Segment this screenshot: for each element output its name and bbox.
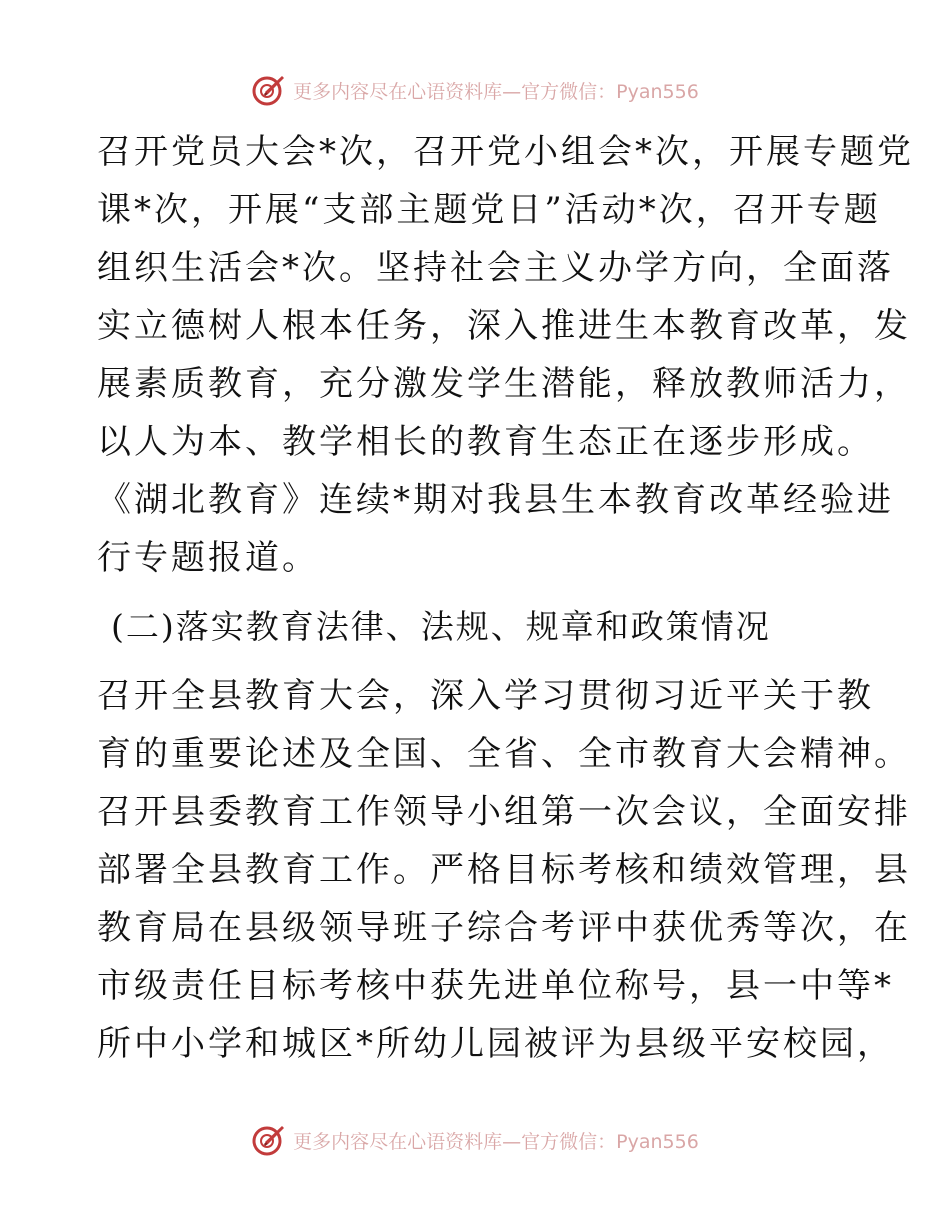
text-line: 《湖北教育》连续*期对我县生本教育改革经验进 bbox=[97, 480, 894, 520]
watermark-text: 更多内容尽在心语资料库—官方微信：Pyan556 bbox=[293, 1130, 699, 1153]
text-line: 育的重要论述及全国、全省、全市教育大会精神。 bbox=[97, 734, 911, 774]
logo-icon bbox=[251, 1122, 287, 1158]
text-line: 召开全县教育大会，深入学习贯彻习近平关于教 bbox=[97, 676, 874, 716]
paragraph-1 bbox=[97, 123, 914, 587]
text-line: 召开县委教育工作领导小组第一次会议，全面安排 bbox=[97, 792, 911, 832]
text-line: 课*次，开展“支部主题党日”活动*次，召开专题 bbox=[97, 190, 881, 230]
document-body bbox=[97, 123, 914, 1073]
text-line: 市级责任目标考核中获先进单位称号，县一中等* bbox=[97, 966, 894, 1006]
watermark-banner-bottom bbox=[0, 1120, 950, 1160]
watermark-banner-top bbox=[0, 70, 950, 110]
text-line: 行专题报道。 bbox=[97, 538, 319, 578]
text-line: 部署全县教育工作。严格目标考核和绩效管理，县 bbox=[97, 850, 911, 890]
text-line: 教育局在县级领导班子综合考评中获优秀等次，在 bbox=[97, 908, 911, 948]
text-line: 以人为本、教学相长的教育生态正在逐步形成。 bbox=[97, 422, 874, 462]
text-line: 展素质教育，充分激发学生潜能，释放教师活力， bbox=[97, 364, 911, 404]
text-line: 召开党员大会*次，召开党小组会*次，开展专题党 bbox=[97, 132, 914, 172]
logo-icon bbox=[251, 72, 287, 108]
text-line: 实立德树人根本任务，深入推进生本教育改革，发 bbox=[97, 306, 911, 346]
watermark-text: 更多内容尽在心语资料库—官方微信：Pyan556 bbox=[293, 80, 699, 103]
text-line: 组织生活会*次。坚持社会主义办学方向，全面落 bbox=[97, 248, 894, 288]
paragraph-2 bbox=[97, 667, 911, 1073]
section-heading: (二)落实教育法律、法规、规章和政策情况 bbox=[111, 607, 771, 646]
text-line: 所中小学和城区*所幼儿园被评为县级平安校园， bbox=[97, 1024, 894, 1064]
